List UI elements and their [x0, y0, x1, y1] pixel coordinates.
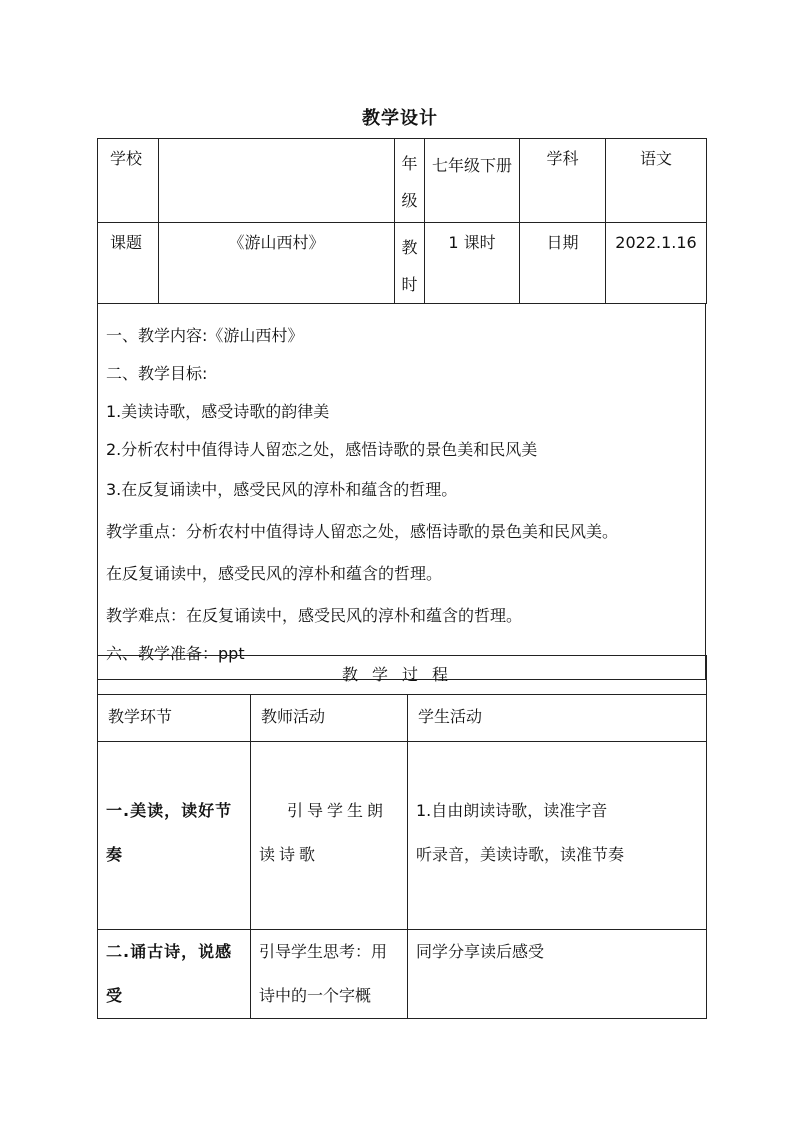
- content-line: 2.分析农村中值得诗人留恋之处，感悟诗歌的景色美和民风美: [106, 440, 538, 459]
- document-title: 教学设计: [362, 108, 438, 129]
- date-value: 2022.1.16: [606, 223, 707, 304]
- grade-label: 年级: [395, 139, 425, 223]
- topic-value: 《游山西村》: [159, 223, 395, 304]
- content-cell: [98, 304, 706, 680]
- content-line: 六、教学准备：ppt: [106, 644, 245, 663]
- grade-value: 七年级下册: [425, 139, 520, 223]
- content-line: 一、教学内容:《游山西村》: [106, 326, 304, 345]
- subject-label: 学科: [520, 139, 606, 223]
- info-row-1: [98, 139, 707, 223]
- content-line: 1.美读诗歌，感受诗歌的韵律美: [106, 402, 330, 421]
- hours-label: 教时: [395, 223, 425, 304]
- teacher-activity: 引导学生朗读诗歌: [259, 801, 388, 864]
- stage-name: 二.诵古诗，说感受: [106, 942, 233, 1005]
- process-table: [97, 655, 707, 1019]
- student-activity-line: 听录音，美读诗歌，读准节奏: [416, 845, 625, 864]
- content-section: [97, 303, 706, 680]
- info-table: [97, 138, 707, 304]
- process-title: 教学过程: [98, 656, 707, 695]
- school-label: 学校: [98, 139, 159, 223]
- date-label: 日期: [520, 223, 606, 304]
- content-line: 在反复诵读中，感受民风的淳朴和蕴含的哲理。: [106, 564, 443, 583]
- hours-value: 1 课时: [425, 223, 520, 304]
- table-row: [98, 930, 707, 1019]
- col-header-student: 学生活动: [408, 695, 707, 742]
- student-activity-line: 同学分享读后感受: [416, 942, 545, 961]
- info-row-2: [98, 223, 707, 304]
- stage-name: 一.美读，读好节奏: [106, 801, 233, 864]
- topic-label: 课题: [98, 223, 159, 304]
- process-header-row: [98, 695, 707, 742]
- content-line: 教学难点：在反复诵读中，感受民风的淳朴和蕴含的哲理。: [106, 606, 523, 625]
- school-value: [159, 139, 395, 223]
- content-line: 3.在反复诵读中，感受民风的淳朴和蕴含的哲理。: [106, 480, 458, 499]
- col-header-teacher: 教师活动: [251, 695, 408, 742]
- teacher-activity: 引导学生思考：用诗中的一个字概: [259, 942, 388, 1005]
- col-header-stage: 教学环节: [98, 695, 251, 742]
- subject-value: 语文: [606, 139, 707, 223]
- table-row: [98, 742, 707, 930]
- content-line: 教学重点：分析农村中值得诗人留恋之处，感悟诗歌的景色美和民风美。: [106, 522, 619, 541]
- content-line: 二、教学目标:: [106, 364, 208, 383]
- student-activity-line: 1.自由朗读诗歌，读准字音: [416, 801, 608, 820]
